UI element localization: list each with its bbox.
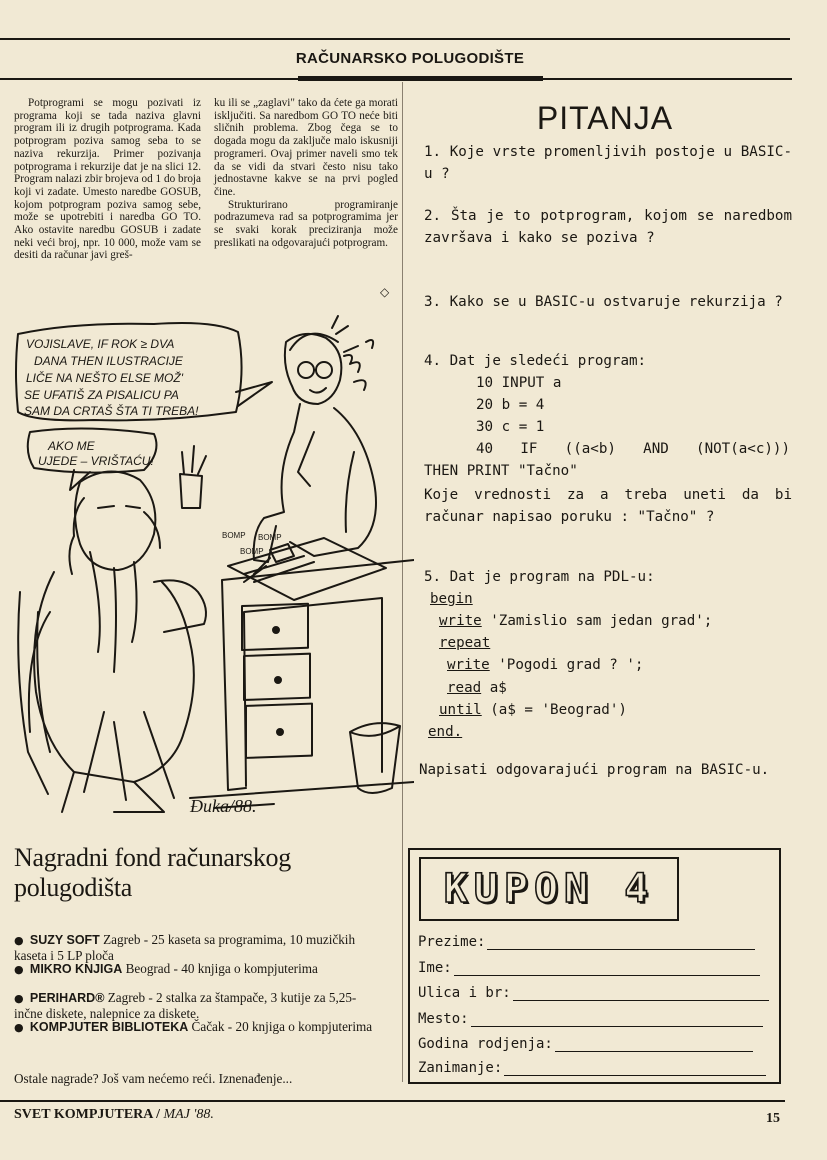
coupon-field-birth-year[interactable] [418,1036,753,1052]
header-rule-bold [298,76,543,81]
question-4-code-line: 30 c = 1 [476,419,545,435]
pdl-keyword: until [439,702,482,718]
end-mark-icon: ◇ [380,285,390,299]
sfx-text: BOMP [258,533,282,542]
pdl-end: end. [428,724,463,740]
prize-item [14,1019,380,1035]
bullet-icon: ● [14,992,24,1005]
question-3: 3. Kako se u BASIC-u ostvaruje rekurzija ? [424,294,783,310]
pdl-keyword: read [447,680,482,696]
coupon-title-box [419,857,679,921]
question-4-then: THEN PRINT "Tačno" [424,463,578,479]
article-paragraph: Potprogrami se mogu pozivati iz programa koji se tada naziva glavni program ili iz drugih potprograma. Kada potprogram poziva samog seba to se naziva rekurzija. Primer pozivanja potprograma i rekurzije dat je na slici 12. Program nalazi zbir brojeva od 1 do broja koji vi zadate. Umesto naredbe GOSUB, kojom potprogram poziva samog sebe, može se upotrebiti i naredba GO TO. Ako ostavite naredbu GOSUB i zadate neki veći broj, npr. 10 000, može vam se desiti da računar javi greš- [14,97,201,262]
prize-fund-title: Nagradni fond računarskog polugodišta [14,843,291,902]
question-4-code-line: 10 INPUT a [476,375,562,391]
section-title: RAČUNARSKO POLUGODIŠTE [295,50,525,67]
desk [222,560,414,790]
other-prizes-note: Ostale nagrade? Još vam nećemo reći. Iznenađenje... [14,1071,293,1086]
cartoon-illustration [14,312,414,820]
prize-sponsor: SUZY SOFT [29,933,100,947]
question-5-ask: Napisati odgovarajući program na BASIC-u. [419,762,770,778]
questions-title: PITANJA [536,100,674,136]
question-4-code-line: 20 b = 4 [476,397,545,413]
bullet-icon: ● [14,934,24,947]
field-line[interactable] [471,1014,763,1027]
magazine-issue: MAJ '88. [163,1107,214,1122]
field-label: Ime: [418,960,452,976]
magazine-title: SVET KOMPJUTERA / [14,1107,160,1122]
bubble-2-line: AKO ME [48,439,95,453]
article-column-1 [14,97,201,262]
question-2: 2. Šta je to potprogram, kojom se naredbom završava i kako se poziva ? [424,208,792,247]
question-4-code-line: 40 IF ((a<b) AND (NOT(a<c))) [476,441,790,457]
field-label: Zanimanje: [418,1060,503,1076]
prize-text: Čačak - 20 knjiga o kompjuterima [191,1019,373,1034]
pdl-write-line [447,654,643,676]
coupon-field-occupation[interactable] [418,1060,766,1076]
pdl-arg: (a$ = 'Beograd') [490,702,627,718]
question-4-intro: 4. Dat je sledeći program: [424,353,647,369]
bubble-1-line: DANA THEN ILUSTRACIJE [34,354,183,368]
magazine-name [14,1107,214,1123]
prize-text: Zagreb - 25 kaseta sa programima, 10 muzičkih kaseta i 5 LP ploča [14,932,356,963]
bullet-icon: ● [14,963,24,976]
field-line[interactable] [454,963,760,976]
prize-item [14,961,380,977]
pdl-arg: a$ [489,680,507,696]
footer-rule [0,1100,785,1102]
prize-item [14,932,380,963]
prize-sponsor: KOMPJUTER BIBLIOTEKA [29,1020,189,1034]
bubble-1-line: LIČE NA NEŠTO ELSE MOŽ' [26,371,183,385]
bubble-1-line: SAM DA CRTAŠ ŠTA TI TREBA! [24,404,199,418]
bullet-icon: ● [14,1021,24,1034]
field-line[interactable] [504,1063,766,1076]
article-paragraph: Strukturirano programiranje podrazumeva rad sa potprogramima jer se svaki korak preciziranja može preslikati na odgovarajući potprogram. [214,198,398,249]
pdl-keyword: write [447,657,490,673]
prize-sponsor: MIKRO KNJIGA [29,962,123,976]
waste-bin [350,723,400,793]
pdl-read-line [447,677,507,699]
pdl-repeat: repeat [439,635,491,651]
field-line[interactable] [555,1039,753,1052]
article-paragraph: ku ili se „zaglavi" tako da ćete ga morati isključiti. Sa naredbom GO TO neće biti sličnih problema. Zbog čega se to dogada mogu da zaključe malo iskusniji programeri. Ovaj primer naveli smo tek da se vidi da stvari često nisu tako jednostavne kakve se na prvi pogled čine. [214,97,398,198]
old-man-figure [75,471,155,570]
field-label: Godina rodjenja: [418,1036,553,1052]
pdl-string: 'Zamislio sam jedan grad'; [490,613,713,629]
question-5-intro: 5. Dat je program na PDL-u: [424,569,655,585]
artist-signature: Đuka/88. [190,796,257,816]
field-line[interactable] [487,937,755,950]
pdl-begin: begin [430,591,473,607]
sfx-text: BOMP [222,531,246,540]
prize-item [14,990,380,1021]
coupon-field-city[interactable] [418,1011,763,1027]
prize-text: Beograd - 40 knjiga o kompjuterima [125,961,318,976]
field-label: Prezime: [418,934,486,950]
field-label: Mesto: [418,1011,469,1027]
article-column-2 [214,97,398,249]
prize-sponsor: PERIHARD® [29,991,105,1005]
field-line[interactable] [513,988,769,1001]
pdl-keyword: write [439,613,482,629]
field-label: Ulica i br: [418,985,511,1001]
prize-text: Zagreb - 2 stalka za štampače, 3 kutije za 5,25-inčne diskete, nalepnice za diskete. [14,990,357,1021]
pdl-string: 'Pogodi grad ? '; [498,657,644,673]
question-1: 1. Koje vrste promenljivih postoje u BASIC-u ? [424,144,792,183]
sfx-text: BOMP [240,547,264,556]
page-number: 15 [766,1111,780,1126]
pdl-write-line [439,610,712,632]
coupon-field-name[interactable] [418,960,760,976]
header-rule-top [0,38,790,40]
question-4-ask: Koje vrednosti za a treba uneti da bi računar napisao poruku : "Tačno" ? [424,487,792,526]
bubble-1-line: VOJISLAVE, IF ROK ≥ DVA [26,337,175,351]
coupon-field-surname[interactable] [418,934,755,950]
coupon-field-street[interactable] [418,985,769,1001]
coupon-title: KUPON 4 [443,866,655,912]
pdl-until-line [439,699,627,721]
bubble-2-line: UJEDE – VRIŠTAĆU! [38,454,154,468]
bubble-1-line: SE UFATIŠ ZA PISALICU PA [24,388,179,402]
